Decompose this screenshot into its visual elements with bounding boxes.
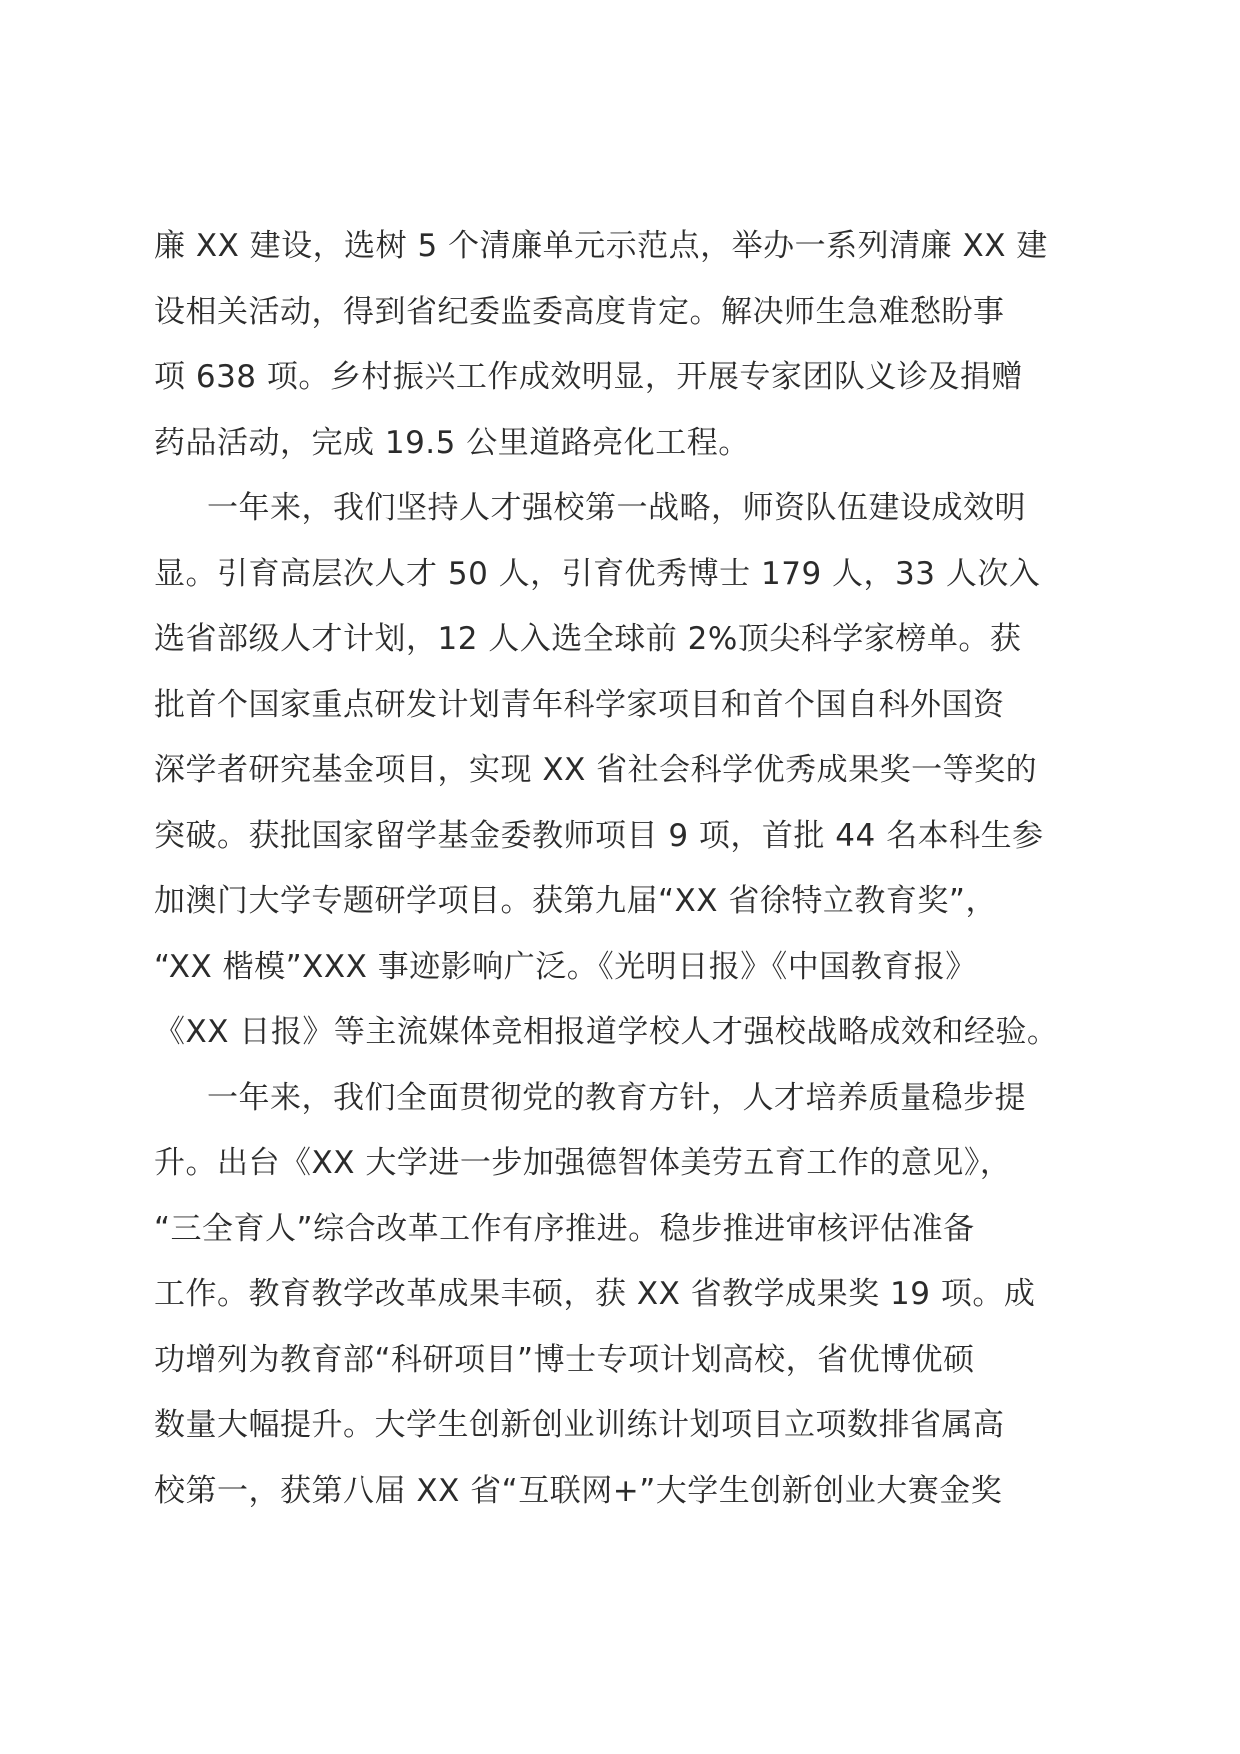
text-line: 设相关活动，得到省纪委监委高度肯定。解决师生急难愁盼事 [154,293,1005,330]
text-line: 药品活动，完成 19.5 公里道路亮化工程。 [154,424,750,461]
text-line: 校第一，获第八届 XX 省“互联网+”大学生创新创业大赛金奖 [154,1472,1003,1509]
text-line: 升。出台《XX 大学进一步加强德智体美劳五育工作的意见》， [154,1145,1012,1181]
text-line: 项 638 项。乡村振兴工作成效明显，开展专家团队义诊及捐赠 [154,359,1023,395]
text-line: “XX 楷模”XXX 事迹影响广泛。《光明日报》《中国教育报》 [154,948,977,985]
text-line: 数量大幅提升。大学生创新创业训练计划项目立项数排省属高 [154,1407,1005,1443]
text-line: “三全育人”综合改革工作有序推进。稳步推进审核评估准备 [154,1210,975,1247]
text-line: 《XX 日报》等主流媒体竞相报道学校人才强校战略成效和经验。 [154,1014,1059,1050]
text-line: 功增列为教育部“科研项目”博士专项计划高校，省优博优硕 [154,1341,975,1378]
text-line: 批首个国家重点研发计划青年科学家项目和首个国自科外国资 [154,686,1005,723]
body-text [154,214,1088,1524]
text-line: 突破。获批国家留学基金委教师项目 9 项，首批 44 名本科生参 [154,817,1044,854]
text-line: 选省部级人才计划，12 人入选全球前 2%顶尖科学家榜单。获 [154,621,1022,657]
text-line: 显。引育高层次人才 50 人，引育优秀博士 179 人，33 人次入 [154,555,1041,592]
paragraph-first-line: 一年来，我们全面贯彻党的教育方针，人才培养质量稳步提 [207,1079,1026,1116]
paragraph-first-line: 一年来，我们坚持人才强校第一战略，师资队伍建设成效明 [207,490,1026,526]
text-line: 加澳门大学专题研学项目。获第九届“XX 省徐特立教育奖”， [154,883,997,919]
text-line: 深学者研究基金项目，实现 XX 省社会科学优秀成果奖一等奖的 [154,752,1038,788]
text-line: 工作。教育教学改革成果丰硕，获 XX 省教学成果奖 19 项。成 [154,1276,1036,1312]
text-line: 廉 XX 建设，选树 5 个清廉单元示范点，举办一系列清廉 XX 建 [154,228,1048,264]
